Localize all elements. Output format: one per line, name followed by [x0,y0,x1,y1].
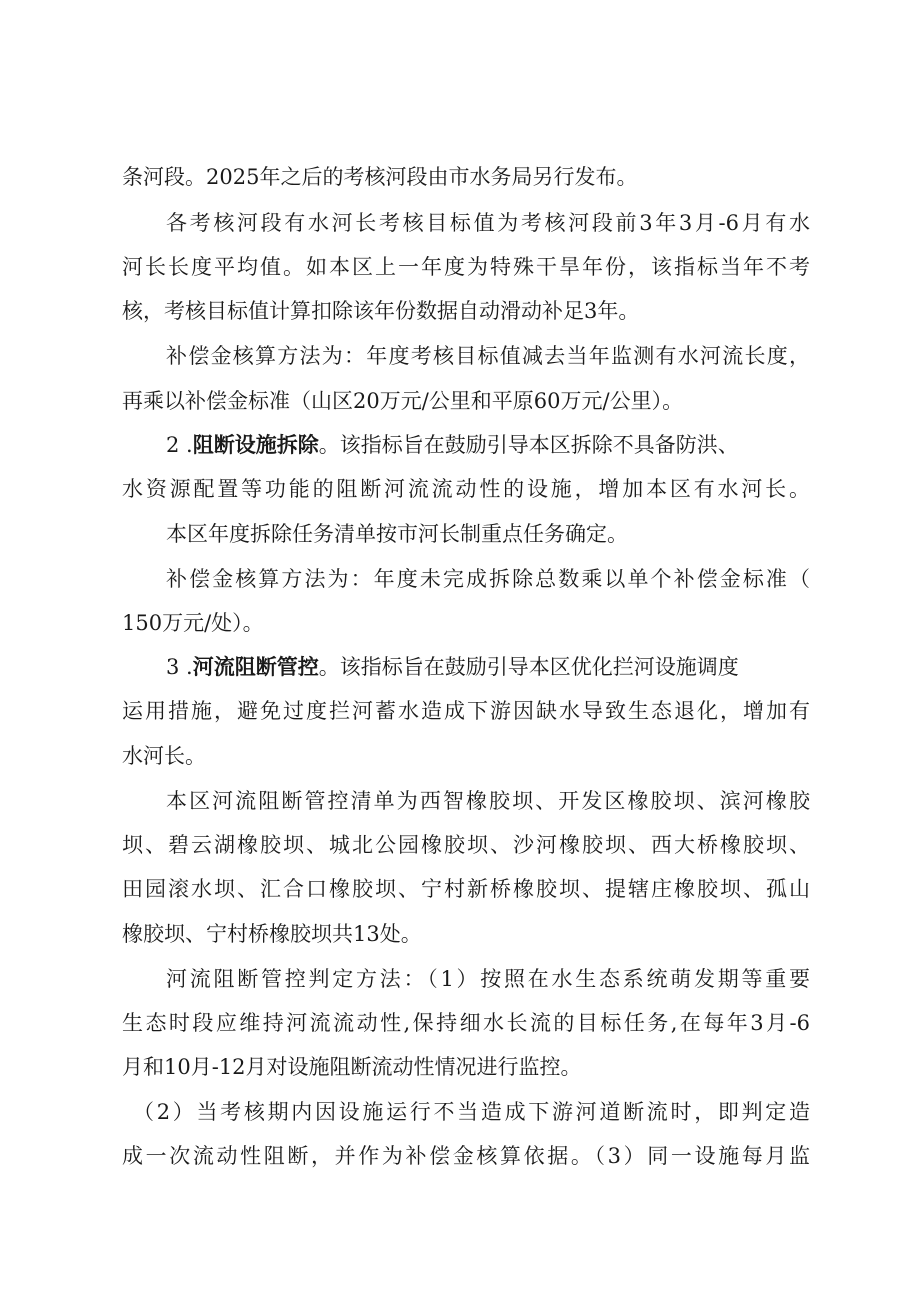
paragraph-8-line-4: 橡胶坝、宁村桥橡胶坝共13处。 [122,922,422,946]
paragraph-6-line-2: 150万元/处）。 [122,611,264,635]
paragraph-2-line-2: 河长长度平均值。如本区上一年度为特殊干旱年份，该指标当年不考 [122,255,810,279]
paragraph-2-line-1: 各考核河段有水河长考核目标值为考核河段前3年3月-6月有水 [166,211,810,235]
section-3-line-1-rest: 。该指标旨在鼓励引导本区优化拦河设施调度 [318,655,739,679]
paragraph-2-line-3: 核，考核目标值计算扣除该年份数据自动滑动补足3年。 [122,299,640,323]
section-3-title: 河流阻断管控 [192,655,319,679]
paragraph-10-line-1: （2）当考核期内因设施运行不当造成下游河道断流时，即判定造 [133,1100,810,1124]
section-2-line-2: 水资源配置等功能的阻断河流流动性的设施，增加本区有水河长。 [122,477,810,501]
paragraph-3-line-2: 再乘以补偿金标准（山区20万元/公里和平原60万元/公里）。 [122,389,684,413]
paragraph-5-line-1: 本区年度拆除任务清单按市河长制重点任务确定。 [166,522,628,546]
paragraph-3-line-1: 补偿金核算方法为：年度考核目标值减去当年监测有水河流长度， [166,344,810,368]
section-3-line-2: 运用措施，避免过度拦河蓄水造成下游因缺水导致生态退化，增加有 [122,699,810,723]
paragraph-9-line-2: 生态时段应维持河流流动性,保持细水长流的目标任务,在每年3月-6 [122,1011,810,1035]
section-2-line-1-rest: 。该指标旨在鼓励引导本区拆除不具备防洪、 [318,433,739,457]
paragraph-6-line-1: 补偿金核算方法为：年度未完成拆除总数乘以单个补偿金标准（ [166,567,810,591]
paragraph-1-line-1: 条河段。2025年之后的考核河段由市水务局另行发布。 [122,165,638,189]
paragraph-10-line-2: 成一次流动性阻断，并作为补偿金核算依据。（3）同一设施每月监 [122,1144,810,1168]
paragraph-8-line-3: 田园滚水坝、汇合口橡胶坝、宁村新桥橡胶坝、提辖庄橡胶坝、孤山 [122,877,810,901]
section-3-line-3: 水河长。 [122,744,206,768]
section-2-title: 阻断设施拆除 [192,433,319,457]
section-2-heading-line [166,431,810,459]
section-3-heading-line [166,653,810,681]
section-2-number: 2 . [166,433,193,457]
paragraph-8-line-2: 坝、碧云湖橡胶坝、城北公园橡胶坝、沙河橡胶坝、西大桥橡胶坝、 [122,833,810,857]
section-3-number: 3 . [166,655,193,679]
paragraph-9-line-1: 河流阻断管控判定方法：（1）按照在水生态系统萌发期等重要 [166,967,810,991]
paragraph-8-line-1: 本区河流阻断管控清单为西智橡胶坝、开发区橡胶坝、滨河橡胶 [166,789,810,813]
paragraph-9-line-3: 月和10月-12月对设施阻断流动性情况进行监控。 [122,1055,582,1079]
